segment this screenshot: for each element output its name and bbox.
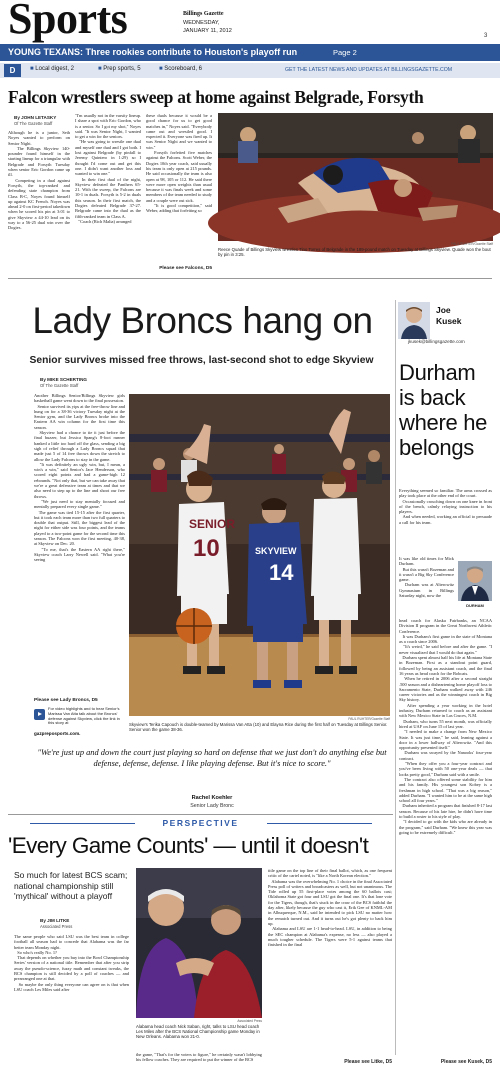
teaser-text: YOUNG TEXANS: Three rookies contribute to Houston's playoff run: [8, 47, 298, 57]
square-bullet-icon: ■: [98, 66, 102, 72]
bcs-byline: By JIM LITKE: [40, 918, 70, 923]
index-item-local[interactable]: [30, 66, 74, 72]
section-letter: [4, 64, 21, 77]
bcs-caption: Alabama head coach Nick Saban, right, talks to LSU head coach Les Miles after the BCS National Championship game Monday in New Orleans. Alabama won 21-0.: [136, 1024, 260, 1040]
teaser-bar[interactable]: [0, 44, 500, 61]
basketball-byline-org: Of The Gazette Staff: [40, 383, 79, 388]
jersey-text-senior: SENIOR: [189, 517, 236, 531]
masthead-day: WEDNESDAY,: [183, 20, 220, 26]
durham-mug-label: DURHAM: [466, 603, 484, 608]
section-letter-text: D: [9, 66, 16, 75]
video-box[interactable]: [34, 707, 125, 737]
basketball-byline: By MIKE SCHERTING: [40, 377, 87, 382]
page-number: 3: [484, 33, 488, 39]
columnist-first: Joe: [436, 305, 451, 315]
bcs-headline[interactable]: 'Every Game Counts' — until it doesn't: [8, 833, 369, 858]
wrestling-byline: By JOHN LETASKY: [14, 115, 57, 120]
divider: [8, 278, 492, 279]
jersey-number-10: 10: [193, 535, 220, 562]
index-item-label: Scoreboard, 6: [164, 66, 202, 72]
jersey-text-skyview: SKYVIEW: [255, 546, 297, 556]
index-bar: [0, 63, 500, 78]
wrestling-col3: these duals because it would be a good chance for us to get good matches in," Noyes said. "Everybody came out and wrestled good. I expected it. Everyone was fired up. It was Senior Night and we wanted to win." Forsyth forfeited five matches against the Falcons. Scott Weber, the Dogies 10th year coach, said usually his team is only open at 215 pounds. He said occasionally the team is also open at 98, 105 or 112. He said there were more open weights than usual because it was finals week and some members of the team needed to study and a couple were out sick. "It is good competition," said Weber, adding that forfeiting so: [146, 113, 212, 214]
columnist-mug: [398, 302, 430, 339]
bcs-col3: title game on the top line of their final ballot, which, as one frequent critic of the cartel noted, is "like a North Korean election." Alabama was the overwhelming No. 1 choice in the final Associated Press poll of writers and broadcasters as well, but not unanimous. The Tide rolled up 55 first-place votes among the 60 ballots cast; Oklahoma State got four and LSU got the final one. It's that lone vote for the Tigers, though, that's stuck in the craw of the BCS faithful the day after, likely because the guy who cast it, Erik Gee of KNML-AM in Albuquerque, N.M., said he intended to pick LSU no matter how the rematch turned out. And it turns out he's got plenty to back him up. Alabama and LSU are 1-1 head-to-head. LSU, in addition to being the SEC champion at Alabama's expense, no less — also played a much tougher schedule. The Tigers were 5-1 against teams that finished in the final: [268, 868, 393, 948]
column-narrow: It was like old times for Mick Durham. But this wasn't Bozeman and it wasn't a Big Sky Conference game. Durham was at Alterowitz Gymnasium in Billings Saturday night, now the: [399, 556, 454, 599]
index-item-label: Prep sports, 5: [103, 66, 141, 72]
promo-text[interactable]: GET THE LATEST NEWS AND UPDATES AT BILLINGSGAZETTE.COM: [285, 67, 453, 73]
basketball-photo: [129, 394, 390, 716]
pull-quote-title: Senior Lady Bronc: [190, 803, 234, 809]
masthead-date: JANUARY 11, 2012: [183, 28, 232, 34]
paper-name: Billings Gazette: [183, 11, 224, 17]
durham-mug: [458, 561, 492, 601]
basketball-photo-credit: PAUL RUHTER/Gazette Staff: [348, 717, 390, 721]
section-title: Sports: [8, 0, 128, 43]
wrestling-jump[interactable]: Please see Falcons, D5: [159, 266, 212, 271]
wrestling-photo: [218, 113, 493, 241]
basketball-deck: Senior survives missed free throws, last-second shot to edge Skyview: [29, 355, 374, 366]
column-lead: Everything seemed so familiar. The arms crossed as play took place at the other end of the court. Occasionally crouching down on one knee in front of the bench, calmly relaying instruction to his players. And when needed, working an official to persuade a call for his team.: [399, 488, 493, 525]
square-bullet-icon: ■: [159, 66, 163, 72]
columnist-last: Kusek: [436, 316, 462, 326]
column-headline[interactable]: Durham is back where he belongs: [399, 360, 488, 460]
wrestling-byline-org: Of The Gazette Staff: [14, 121, 53, 126]
teaser-page: Page 2: [333, 48, 357, 57]
index-item-label: Local digest, 2: [35, 66, 74, 72]
pull-quote-name: Rachel Koehler: [191, 795, 233, 801]
columnist-email[interactable]: jkusek@billingsgazette.com: [408, 339, 465, 344]
bcs-col1: The same people who said LSU was the best team in college football all season had to concede that Alabama was the far better team Monday night. So who's really No. 1? That depends on whether you buy into the Bowl Championship Series' version of a national title. Remember that after you strip away the pseudo-science, fuzzy math and constant tweaks, the BCS champion is still decided by a poll of coaches — and prearranged one at that. So maybe the only thing everyone can agree on is that when LSU coach Les Miles said after: [14, 934, 129, 992]
index-item-scoreboard[interactable]: [159, 66, 202, 72]
video-box-link[interactable]: gazpreposports.com.: [34, 731, 81, 736]
bcs-photo: [136, 868, 262, 1018]
bcs-deck: So much for latest BCS scam; national championship still 'mythical' without a playoff: [14, 870, 128, 901]
bcs-divider: [8, 814, 393, 815]
wrestling-caption: Reece Quade of Billings Skyview wrestles Tino Torres of Belgrade in the 189-pound match on Tuesday at Billings Skyview. Quade won the bout by pin in 3:25.: [218, 247, 491, 258]
perspective-rule-right: [267, 823, 372, 824]
perspective-rule-left: [30, 823, 135, 824]
play-icon: [34, 709, 45, 720]
wrestling-col1: Although he is a junior, Seth Noyes wanted to perform on Senior Night. The Billings Skyview 140-pounder found himself in the starting lineup for a triangular with Belgrade and Forsyth Tuesday when senior Eric Gordon came up ill. Competing in a dual against Forsyth, the top-ranked and defending state champion from Class B-C, Noyes found himself up against KC French. Noyes was ahead 2-0 on first-period takedown when he scored his pin at 3:01 to give Skyview a 44-10 lead on its way to a 56-25 dual win over the Dogies.: [8, 130, 71, 231]
basketball-body: Another Billings Senior/Billings Skyview girls basketball game went down to the final possession. Senior survived its yips at the free-throw line and hung on for a 38-36 victory Tuesday night at the Senior gym, and the Lady Broncs broke into the Eastern AA win column for the first time this season. Skyview had a chance to tie it just before the final buzzer, but Jessica Spang's 8-foot runner banked a little too hard off the glass, sending a big sigh of relief through a Lady Broncs squad that made just 5 of 14 free throws down the stretch to allow the Lady Falcons to stay in the game. "It was definitely an ugly win, but, I mean, a win's a win," said Senior's Jace Henderson, who scored eight points and had a game-high 12 rebounds. "Not only that, but we can take away that we're a great defensive team at times and that we also need to step up to the line and shoot our free throws. "We just need to stay mentally focused and mentally prepared every single game." The game was tied 15-15 after the first quarter, but it took each team more than two full quarters to double that output. Still, the biggest lead of the night for either side was four points, and the teams played to a two-point game for the second time this season. The Falcons won the first meeting, 40-38, at Skyview on Dec. 20. "To me, that's the Eastern AA right there," Skyview coach Larry Newell said. "What you're seeing: [34, 393, 126, 563]
bcs-photo-credit: Associated Press: [237, 1019, 262, 1023]
video-box-text: For video highlights and to hear Senior's Marissa Van Atta talk about the Broncs' defense against Skyview, click the link in this story at: [48, 706, 120, 726]
square-bullet-icon: ■: [30, 66, 34, 72]
perspective-kicker: PERSPECTIVE: [162, 818, 239, 828]
basketball-caption: Skyview's Terika Capouch is double-teamed by Marissa Van Atta (10) and Elayna Rice during the first half on Tuesday at Billings Senior. Senior won the game 38-36.: [129, 722, 388, 733]
bcs-byline-org: Associated Press: [40, 924, 73, 929]
wrestling-col2: "I'm usually not in the varsity lineup. I share a spot with Eric Gordon, who is a senior. So I got my shot," Noyes said. "It was Senior Night, I wanted to get a win for the seniors. "He was going to wrestle one dual and myself one dual and I got both. I lost against Belgrade (by pinfall to Jeremy Quintero in 1:29) so I thought I'd come out and get this one. I didn't want another loss and wanted to win one." In their first dual of the night, Skyview defeated the Panthers 65-21. With the sweep, the Falcons are 10-1 in duals. Forsyth is 5-2 in duals this season. In their first match, the Dogies defeated Belgrade 37-27. Belgrade came into the dual as the fifth-ranked team in Class A. "Coach (Rich Malia) arranged: [75, 113, 141, 224]
basketball-headline[interactable]: Lady Broncs hang on: [32, 300, 373, 341]
bcs-col2: the game, "That's for the voters to figure," he certainly wasn't lobbying his fellow coaches. They are required to put the winner of the BCS: [136, 1052, 264, 1063]
wrestling-headline[interactable]: Falcon wrestlers sweep at home against Belgrade, Forsyth: [8, 87, 424, 107]
column-divider: [395, 300, 396, 1055]
column-jump[interactable]: Please see Kusek, D5: [440, 1059, 492, 1065]
wrestling-photo-credit: PAUL RUHTER/Gazette Staff: [451, 242, 493, 246]
masthead: [0, 0, 500, 44]
pull-quote: "We're just up and down the court just playing so hard on defense that we just don't do anything else but defense, defense, defense. I like playing defense. But it's nice to score.": [37, 748, 387, 768]
bcs-jump[interactable]: Please see Litke, D5: [344, 1059, 392, 1065]
jersey-number-14: 14: [269, 560, 294, 585]
basketball-jump[interactable]: Please see Lady Broncs, D5: [34, 698, 98, 703]
index-item-prep[interactable]: [98, 66, 141, 72]
column-body: head coach for Alaska Fairbanks, an NCAA Division II program in the Great Northwest Athletic Conference. It was Durham's first game in the state of Montana as a coach since 2006. "It's weird," he said before and after the game. "I never visualized that I would do that again." Durham spent almost half his life at Montana State in Bozeman. First as a standout point guard, followed by being an assistant coach, and the final 16 years as head coach for the Bobcats. When he retired in 2006 after a second straight .500 season and a disheartening home playoff loss to Sacramento State, Durham walked away with 246 career victories and as the winningest coach in Big Sky history. After spending a year working in the hotel industry, Durham returned to coach as an assistant with New Mexico State in Las Cruces, N.M. Durham, who turns 55 next month, was officially hired at UAF on June 15 of last year. "I needed to make a change from New Mexico State. It was just time," he said, leaning against a door in a lower hallway of Alterowitz. "And this opportunity presented itself." Durham was swayed by the Nanooks' four-year contract. "When they offer you a four-year contract and you've been living with 50 one-year deals — that looks pretty good," Durham said with a smile. The contract also offered some stability for him and his family. His youngest son Kobey is a freshman in high school. "That was a big reason," added Durham. "I wanted him to be at the same high school all four years." Durham inherited a program that finished 8-17 last season. Because of his late hire, he didn't have time to build a roster to his style of play. "I decided to go with the kids who are already in the program," said Durham. "We knew this year was going to be extremely difficult.": [399, 618, 493, 835]
